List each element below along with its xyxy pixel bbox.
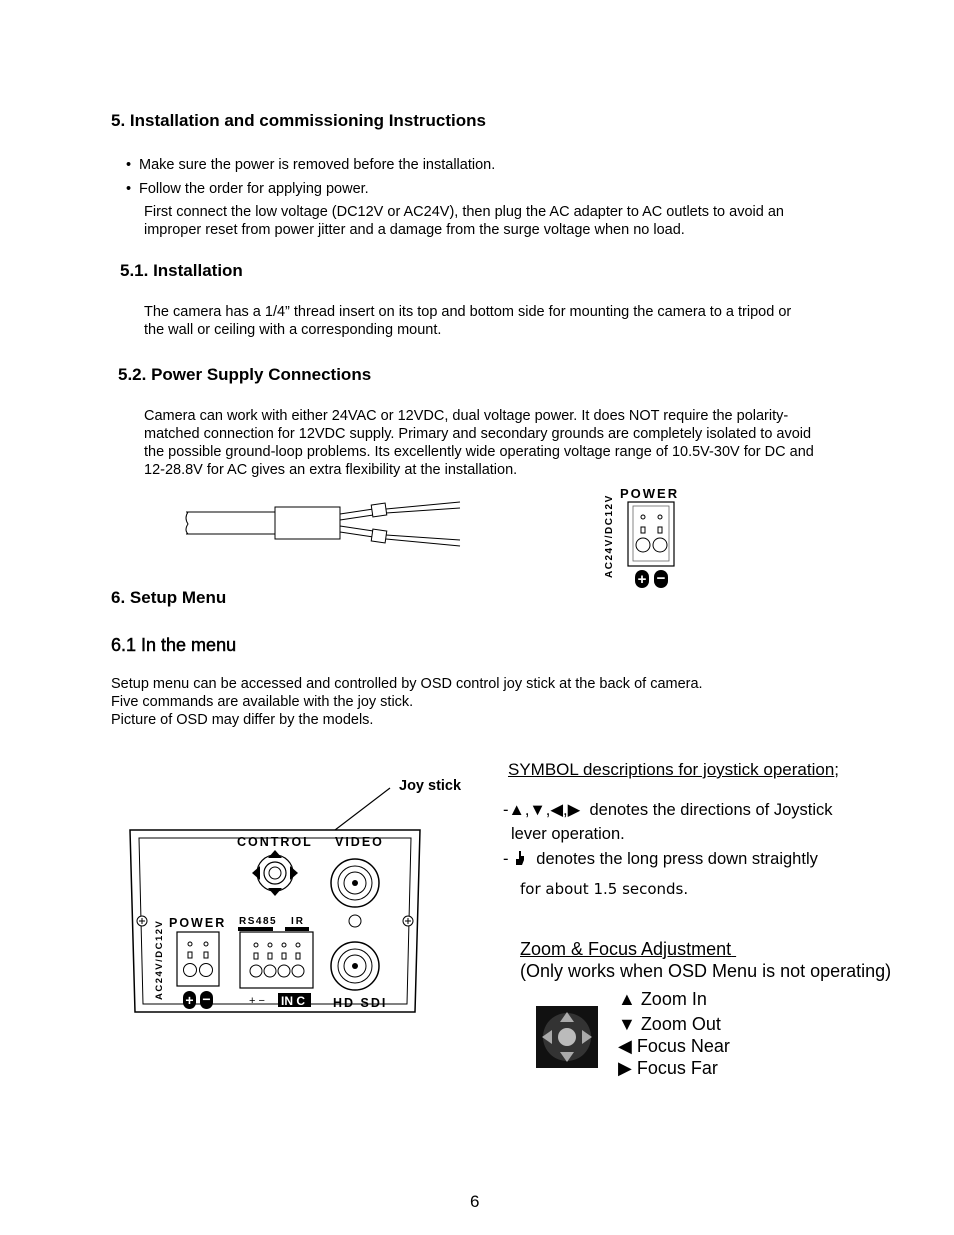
menu-line-2: Five commands are available with the joy stick. [111,694,414,710]
section-5-2-title: 5.2. Power Supply Connections [118,365,372,384]
menu-line-1: Setup menu can be accessed and controlled by OSD control joy stick at the back of camera. [111,676,703,692]
press-down-icon [513,850,527,866]
menu-line-3: Picture of OSD may differ by the models. [111,712,374,728]
power-terminal-illustration [600,484,690,592]
power-line-4: 12-28.8V for AC gives an extra flexibility at the installation. [144,462,518,478]
zoom-note: (Only works when OSD Menu is not operating) [520,961,892,981]
control-label: CONTROL [237,835,313,849]
section-5-1-title: 5.1. Installation [120,261,243,280]
power-line-1: Camera can work with either 24VAC or 12VDC, dual voltage power. It does NOT require the polarity- [144,408,789,424]
camera-back-panel-diagram [125,780,425,1020]
hdsdi-label: HD SDI [333,996,388,1010]
focus-far-item: ▶ Focus Far [618,1058,718,1078]
bullet-dot-2: • [126,181,132,197]
polarity-label: + − [249,995,265,1007]
installation-line-1: The camera has a 1/4” thread insert on its top and bottom side for mounting the camera to a tripod or [144,304,792,320]
in-c-label: IN C [281,994,305,1008]
power-cable-illustration [180,500,470,550]
bullet-2: Follow the order for applying power. [139,181,369,197]
bullet-1: Make sure the power is removed before the installation. [139,157,496,173]
power-terminal-voltage: AC24V/DC12V [604,494,615,578]
zoom-out-item: ▼ Zoom Out [618,1014,721,1034]
section-5-title: 5. Installation and commissioning Instructions [111,111,486,130]
bullet-dot-1: • [126,157,132,173]
arrows-line: -▲,▼,◀,▶ denotes the directions of Joystick [503,801,833,819]
page-number: 6 [470,1192,480,1211]
zoom-heading: Zoom & Focus Adjustment [520,939,732,959]
svg-text:−: − [202,991,211,1007]
section-6-1-title: 6.1 In the menu [111,635,237,655]
rs485-label: RS485 [239,916,278,927]
installation-line-2: the wall or ceiling with a corresponding mount. [144,322,442,338]
power-line-3: the possible ground-loop problems. Its excellently wide operating voltage range of 10.5V-30V for DC and [144,444,814,460]
panel-voltage-label: AC24V/DC12V [154,919,165,1000]
press-line: - denotes the long press down straightly [503,850,818,868]
svg-text:−: − [656,570,666,587]
svg-text:+: + [185,992,194,1008]
power-terminal-label: POWER [620,486,680,501]
focus-near-item: ◀ Focus Near [618,1036,730,1056]
joystick-dpad-icon [536,1006,598,1068]
ir-label: IR [291,916,305,927]
joystick-label: Joy stick [399,778,462,794]
bullet-detail-line-2: improper reset from power jitter and a damage from the surge voltage when no load. [144,222,685,238]
power-line-2: matched connection for 12VDC supply. Primary and secondary grounds are completely isolated to avoid [144,426,812,442]
bullet-detail-line-1: First connect the low voltage (DC12V or AC24V), then plug the AC adapter to AC outlets to avoid an [144,204,784,220]
symbol-heading: SYMBOL descriptions for joystick operation; [508,760,840,779]
panel-power-label: POWER [169,916,227,930]
arrows-line-2: lever operation. [511,825,625,843]
zoom-in-item: ▲ Zoom In [618,989,707,1009]
video-label: VIDEO [335,835,384,849]
svg-text:+: + [637,571,647,588]
press-line-2: for about 1.5 seconds. [520,880,689,898]
section-6-title: 6. Setup Menu [111,588,227,607]
arrows-symbols: -▲,▼,◀,▶ [503,801,581,819]
